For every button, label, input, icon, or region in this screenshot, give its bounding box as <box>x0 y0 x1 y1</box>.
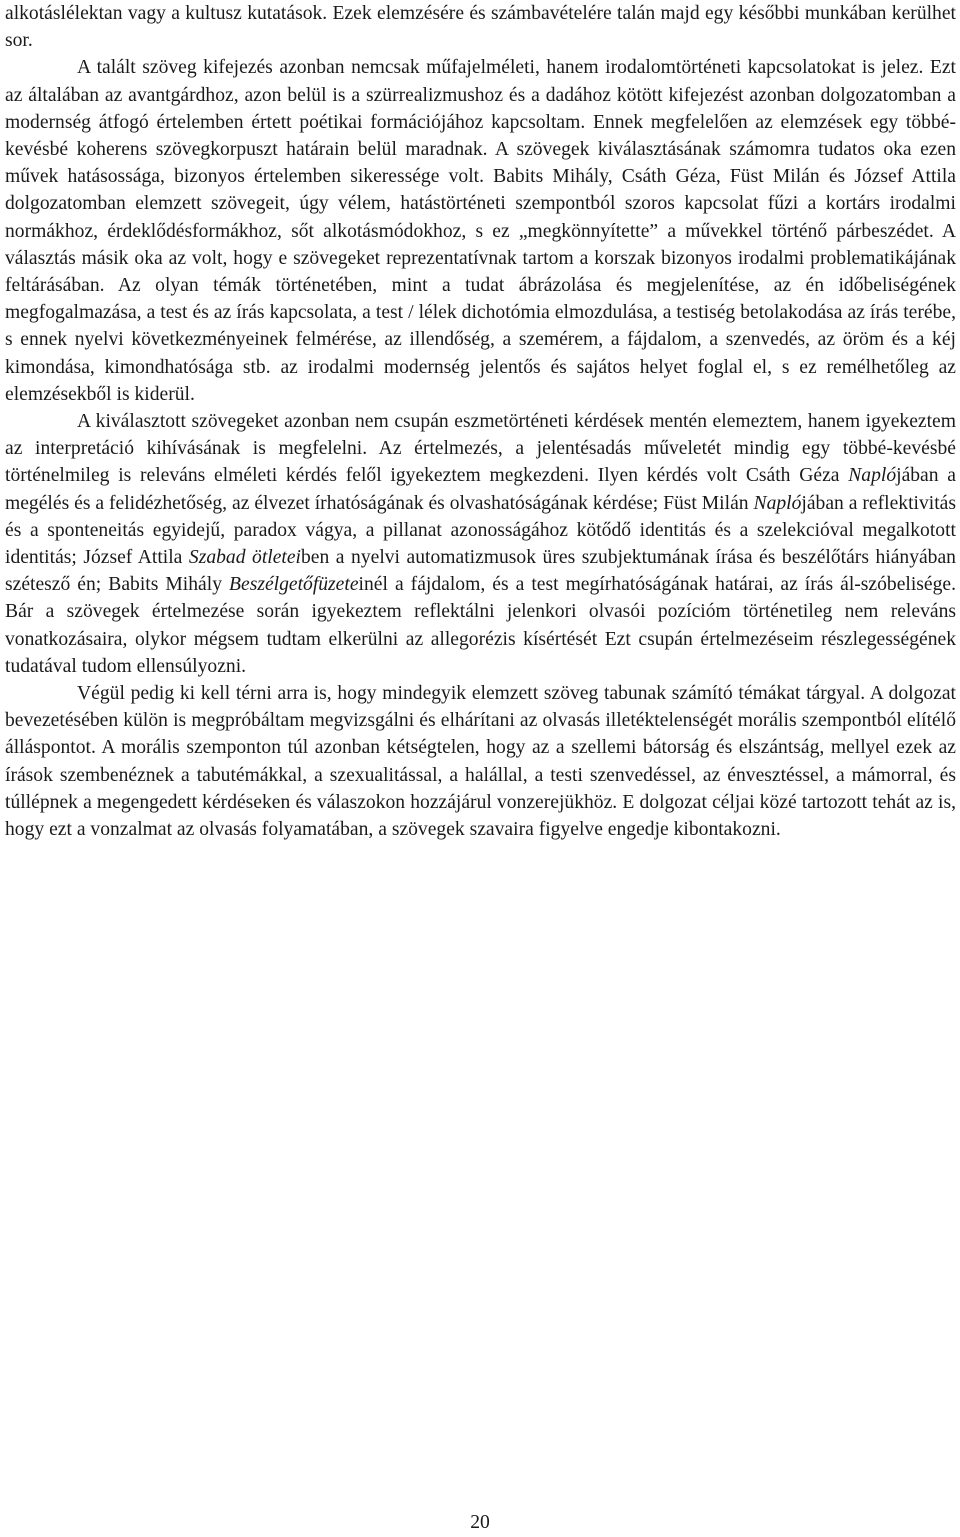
paragraph-3 <box>5 408 956 680</box>
paragraph-3-text-3: jában a reflektivitás és a sponteneitás egyidejű, paradox vágya, a pillanat azonosságához kötődő identitás és a szelekcióval megalkotott identitás; József Attila <box>5 492 956 569</box>
paragraph-4 <box>5 680 956 843</box>
paragraph-1 <box>5 0 956 54</box>
paragraph-4-text: Végül pedig ki kell térni arra is, hogy mindegyik elemzett szöveg tabunak számító témákat tárgyal. A dolgozat bevezetésében külön is megpróbáltam megvizsgálni és elhárítani az olvasás illetéktelenségét morális szempontból elítélő álláspontot. A morális szemponton túl azonban kétségtelen, hogy az a szellemi bátorság és elszántság, mellyel ezek az írások szembenéznek a tabutémákkal, a szexualitással, a halállal, a testi szenvedéssel, az énvesztéssel, a mámorral, és túllépnek a megengedett kérdéseken és válaszokon hozzájárul vonzerejükhöz. E dolgozat céljai közé tartozott tehát az is, hogy ezt a vonzalmat az olvasás folyamatában, a szövegek szavaira figyelve engedje kibontakozni. <box>5 683 956 841</box>
paragraph-3-text-1: A kiválasztott szövegeket azonban nem csupán eszmetörténeti kérdések mentén elemeztem, hanem igyekeztem az interpretáció kihívásának is megfelelni. Az értelmezés, a jelentésadás műveletét mindig egy többé-kevésbé történelmileg is releváns elméleti kérdés felől igyekeztem megkezdeni. Ilyen kérdés volt Csáth Géza <box>5 411 956 487</box>
page-number: 20 <box>470 1512 490 1533</box>
paragraph-3-italic-naplo-2: Napló <box>753 492 802 514</box>
paragraph-3-text-4: ben a nyelvi automatizmusok üres szubjektumának írása és beszélőtárs hiányában szétesző én; Babits Mihály <box>5 547 956 596</box>
paragraph-3-text-2: jában a megélés és a felidézhetőség, az élvezet írhatóságának és olvashatóságának kérdése; Füst Milán <box>5 465 956 514</box>
paragraph-3-italic-szabad-otletei: Szabad ötletei <box>188 547 301 569</box>
paragraph-3-text-5: inél a fájdalom, és a test megírhatóságának határai, az írás ál-szóbelisége. Bár a szövegek értelmezése során igyekeztem reflektálni jelenkori olvasói pozícióm történetileg nem releváns vonatkozásaira, olykor mégsem tudtam elkerülni az allegorézis kísértését Ezt csupán értelmezéseim részlegességének tudatával tudom ellensúlyozni. <box>5 574 957 677</box>
paragraph-3-italic-beszelgetofuzete: Beszélgetőfüzete <box>229 574 359 596</box>
paragraph-2 <box>5 54 956 408</box>
page-body <box>5 0 956 843</box>
paragraph-2-text: A talált szöveg kifejezés azonban nemcsak műfajelméleti, hanem irodalomtörténeti kapcsolatokat is jelez. Ezt az általában az avantgárdhoz, azon belül is a szürrealizmushoz és a dadához kötött kifejezést azonban dolgozatomban a modernség átfogó értelemben értett poétikai formációjához kapcsoltam. Ennek megfelelően az elemzések egy többé-kevésbé koherens szövegkorpuszt határain belül maradnak. A szövegek kiválasztásának számomra tudatos oka ezen művek hatásossága, bizonyos értelemben sikeressége volt. Babits Mihály, Csáth Géza, Füst Milán és József Attila dolgozatomban elemzett szövegeit, úgy vélem, hatástörténeti szempontból szoros kapcsolat fűzi a kortárs irodalmi normákhoz, érdeklődésformákhoz, sőt alkotásmódokhoz, s ez „megkönnyítette” a művekkel történő párbeszédet. A választás másik oka az volt, hogy e szövegeket reprezentatívnak tartom a korszak bizonyos irodalmi problematikájának feltárásában. Az olyan témák történetében, mint a tudat ábrázolása és megjelenítése, az én időbeliségének megfogalmazása, a test és az írás kapcsolata, a test / lélek dichotómia elmozdulása, a testiség betolakodása az írás terébe, s ennek nyelvi következményeinek felmérése, az illendőség, a szemérem, a fájdalom, a szenvedés, az öröm és a kéj kimondása, kimondhatósága stb. az irodalmi modernség jelentős és sajátos helyet foglal el, s ez remélhetőleg az elemzésekből is kiderül. <box>5 57 956 405</box>
paragraph-3-italic-naplo-1: Napló <box>848 465 897 487</box>
paragraph-1-text: alkotáslélektan vagy a kultusz kutatások. Ezek elemzésére és számbavételére talán majd egy későbbi munkában kerülhet sor. <box>5 3 956 52</box>
